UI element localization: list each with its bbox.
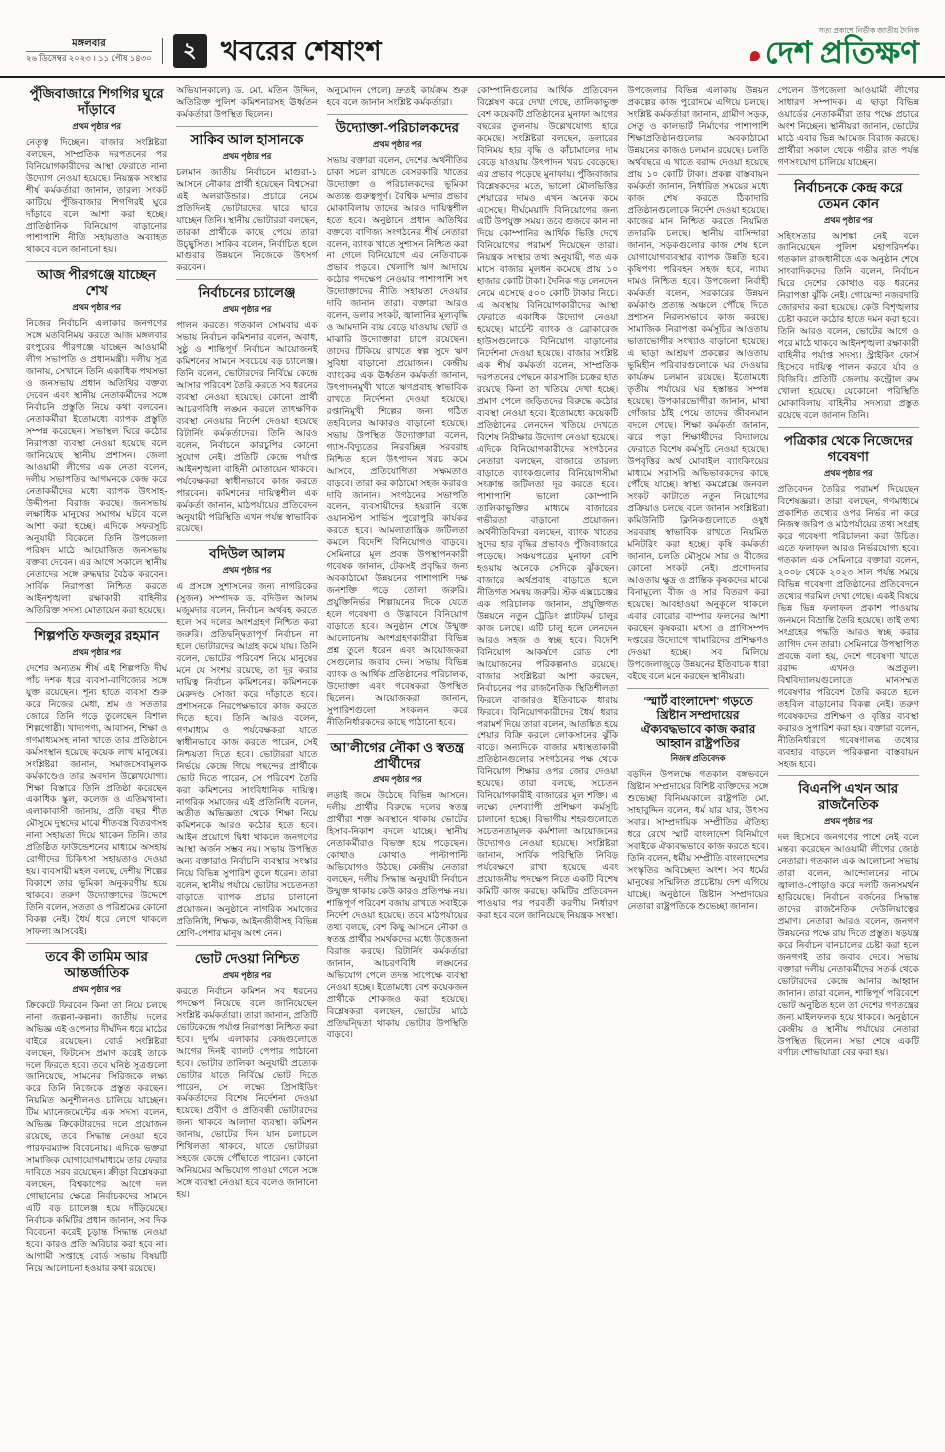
article-headline: আজ পীরগঞ্জে যাচ্ছেন শেখ: [37, 267, 157, 299]
article-body: এ প্রসঙ্গে সুশাসনের জন্য নাগরিকের (সুজন) সম্পাদক ড. বদিউল আলম মজুমদার বলেন, নির্বাচন অর্থবহ করতে হলে সব দলের অংশগ্রহণ নিশ্চিত করা জরুরি। প্রতিদ্বন্দ্বিতাপূর্ণ নির্বাচন না হলে ভোটারদের আগ্রহ কমে যায়। তিনি বলেন, ভোটের পরিবেশ নিয়ে মানুষের মনে যে সংশয় রয়েছে, তা দূর করার দায়িত্ব নির্বাচন কমিশনের। কমিশনকে মেরুদণ্ড সোজা করে দাঁড়াতে হবে। প্রশাসনকে নিরপেক্ষভাবে কাজ করতে দিতে হবে। তিনি আরও বলেন, গণমাধ্যম ও পর্যবেক্ষকরা যাতে স্বাধীনভাবে কাজ করতে পারেন, সেই নিশ্চয়তা দিতে হবে। ভোটাররা যাতে নির্ভয়ে কেন্দ্রে গিয়ে পছন্দের প্রার্থীকে ভোট দিতে পারেন, সে পরিবেশ তৈরি করা কমিশনের সাংবিধানিক দায়িত্ব। নাগরিক সমাজের এই প্রতিনিধি বলেন, অতীত অভিজ্ঞতা থেকে শিক্ষা নিয়ে কমিশনকে আরও কঠোর হতে হবে। আইন প্রয়োগে দ্বিধা থাকলে জনগণের আস্থা অর্জন সম্ভব নয়। সভায় উপস্থিত অন্য বক্তারাও নির্বাচনি ব্যবস্থার সংস্কার নিয়ে বিভিন্ন সুপারিশ তুলে ধরেন। তারা বলেন, স্থানীয় পর্যায়ে ভোটার সচেতনতা বাড়াতে ব্যাপক প্রচার চালানো প্রয়োজন। অনুষ্ঠানে নাগরিক সমাজের প্রতিনিধি, শিক্ষক, আইনজীবীসহ বিভিন্ন শ্রেণি-পেশার মানুষ অংশ নেন।: [176, 581, 318, 938]
paper-name: [750, 37, 919, 68]
article: [176, 540, 317, 940]
masthead-left: [26, 34, 750, 68]
article: [26, 261, 167, 617]
article-headline: উদ্যোক্তা-পরিচালকদের: [335, 119, 460, 135]
article: [26, 86, 167, 256]
column-3: [327, 85, 468, 1437]
article: [778, 775, 919, 1059]
article: [778, 427, 919, 771]
continued-from-kicker: প্রথম পৃষ্ঠার পর: [373, 139, 422, 149]
article: [176, 126, 317, 275]
article-body: উপজেলার বিভিন্ন এলাকায় উন্নয়ন প্রকল্পের কাজ পুরোদমে এগিয়ে চলছে। সংশ্লিষ্ট কর্মকর্তারা জানান, গ্রামীণ সড়ক, সেতু ও কালভার্ট নির্মাণের পাশাপাশি শিক্ষাপ্রতিষ্ঠানগুলোর অবকাঠামো উন্নয়নের কাজও চলমান রয়েছে। চলতি অর্থবছরে এ খাতে বরাদ্দ দেওয়া হয়েছে প্রায় ১০ কোটি টাকা। প্রকল্প বাস্তবায়ন কর্মকর্তা জানান, নির্ধারিত সময়ের মধ্যে কাজ শেষ করতে ঠিকাদারি প্রতিষ্ঠানগুলোকে নির্দেশ দেওয়া হয়েছে। কাজের মান নিশ্চিত করতে নিয়মিত তদারকি চলছে। স্থানীয় বাসিন্দারা জানান, সড়কগুলোর কাজ শেষ হলে যোগাযোগব্যবস্থার ব্যাপক উন্নতি হবে। কৃষিপণ্য পরিবহন সহজ হবে, ন্যায্য দামও নিশ্চিত হবে। উপজেলা নির্বাহী কর্মকর্তা বলেন, সরকারের উন্নয়ন কর্মকাণ্ড প্রত্যন্ত অঞ্চলে পৌঁছে দিতে প্রশাসন নিরলসভাবে কাজ করছে। সামাজিক নিরাপত্তা কর্মসূচির আওতায় ভাতাভোগীর সংখ্যাও বাড়ানো হয়েছে। এ ছাড়া আশ্রয়ণ প্রকল্পের আওতায় ভূমিহীন পরিবারগুলোকে ঘর দেওয়ার কার্যক্রম চলমান রয়েছে। ইতোমধ্যে তৃতীয় পর্যায়ের ঘর হস্তান্তর সম্পন্ন হয়েছে। উপকারভোগীরা জানান, মাথা গোঁজার ঠাঁই পেয়ে তাদের জীবনমান বদলে গেছে। শিক্ষা কর্মকর্তা জানান, ঝরে পড়া শিক্ষার্থীদের বিদ্যালয়ে ফেরাতে বিশেষ কর্মসূচি নেওয়া হয়েছে। উপবৃত্তির অর্থ মোবাইল ব্যাংকিংয়ের মাধ্যমে সরাসরি অভিভাবকদের কাছে পৌঁছে যাচ্ছে। স্বাস্থ্য কমপ্লেক্সে জনবল সংকট কাটাতে নতুন নিয়োগের প্রক্রিয়াও চলছে বলে জানান সংশ্লিষ্টরা। কমিউনিটি ক্লিনিকগুলোতে ওষুধ সরবরাহ স্বাভাবিক রাখতে নিয়মিত মনিটরিং করা হচ্ছে। কৃষি কর্মকর্তা জানান, চলতি মৌসুমে সার ও বীজের কোনো সংকট নেই। প্রণোদনার আওতায় ক্ষুদ্র ও প্রান্তিক কৃষকদের মাঝে বিনামূল্যে বীজ ও সার বিতরণ করা হয়েছে। আবহাওয়া অনুকূলে থাকলে এবার বোরোর বাম্পার ফলনের আশা করছেন কৃষকরা। মৎস্য ও প্রাণিসম্পদ দপ্তরের উদ্যোগে খামারিদের প্রশিক্ষণও দেওয়া হচ্ছে। সব মিলিয়ে উপজেলাজুড়ে উন্নয়নের ইতিবাচক ধারা বইছে বলে মনে করছেন স্থানীয়রা।: [627, 85, 769, 681]
article: [627, 688, 768, 913]
article-body: সহিংসতার আশঙ্কা নেই বলে জানিয়েছেন পুলিশ মহাপরিদর্শক। গতকাল রাজধানীতে এক অনুষ্ঠান শেষে সাংবাদিকদের তিনি বলেন, নির্বাচন ঘিরে দেশের কোথাও বড় ধরনের নিরাপত্তা ঝুঁকি নেই। গোয়েন্দা নজরদারি জোরদার করা হয়েছে। কেউ বিশৃঙ্খলার চেষ্টা করলে কঠোর হাতে দমন করা হবে। তিনি আরও বলেন, ভোটের আগে ও পরে মাঠে থাকবে আইনশৃঙ্খলা রক্ষাকারী বাহিনীর পর্যাপ্ত সদস্য। স্ট্রাইকিং ফোর্স হিসেবে দায়িত্ব পালন করবে র্যাব ও বিজিবি। প্রতিটি জেলায় কন্ট্রোল রুম খোলা হয়েছে। যেকোনো পরিস্থিতি মোকাবিলায় বাহিনীর সদস্যরা প্রস্তুত রয়েছে বলে জানান তিনি।: [777, 230, 919, 420]
article-headline: ভোট দেওয়া নিশ্চিত: [194, 950, 300, 966]
article-continuation: [778, 85, 919, 169]
continued-from-kicker: প্রথম পৃষ্ঠার পর: [72, 121, 121, 131]
article-body: নেতৃত্ব দিচ্ছেন। বাজার সংশ্লিষ্টরা বলছেন, সাম্প্রতিক দরপতনের পর বিনিয়োগকারীদের আস্থা ফেরাতে নানা উদ্যোগ নেওয়া হয়েছে। নিয়ন্ত্রক সংস্থার শীর্ষ কর্মকর্তারা জানান, তারল্য সংকট কাটিয়ে পুঁজিবাজার শিগগিরই ঘুরে দাঁড়াবে বলে আশা করা হচ্ছে। প্রাতিষ্ঠানিক বিনিয়োগ বাড়ানোর পাশাপাশি নীতি সহায়তাও অব্যাহত থাকবে বলে জানানো হয়।: [26, 136, 168, 255]
continued-from-kicker: প্রথম পৃষ্ঠার পর: [222, 970, 272, 980]
page-number-badge: ২: [173, 34, 207, 68]
article-body: করতে নির্বাচন কমিশন সব ধরনের পদক্ষেপ নিয়েছে বলে জানিয়েছেন সংশ্লিষ্ট কর্মকর্তারা। তারা জানান, প্রতিটি ভোটকেন্দ্রে পর্যাপ্ত নিরাপত্তা নিশ্চিত করা হবে। দুর্গম এলাকার কেন্দ্রগুলোতে আগের দিনই ব্যালট পেপার পাঠানো হবে। ভোটার তালিকা অনুযায়ী প্রত্যেক ভোটার যাতে নির্বিঘ্নে ভোট দিতে পারেন, সে লক্ষ্যে প্রিসাইডিং কর্মকর্তাদের বিশেষ নির্দেশনা দেওয়া হয়েছে। প্রবীণ ও প্রতিবন্ধী ভোটারদের জন্য থাকবে আলাদা ব্যবস্থা। কমিশন জানায়, ভোটের দিন যান চলাচলে শিথিলতা থাকবে, যাতে ভোটাররা সহজে কেন্দ্রে পৌঁছাতে পারেন। কোনো অনিয়মের অভিযোগ পাওয়া গেলে সঙ্গে সঙ্গে ব্যবস্থা নেওয়া হবে বলেও জানানো হয়।: [176, 985, 318, 1200]
continued-from-kicker: প্রথম পৃষ্ঠার পর: [373, 775, 422, 785]
continued-from-kicker: প্রথম পৃষ্ঠার পর: [824, 468, 873, 478]
paper-name-text: দেশ প্রতিক্ষণ: [764, 35, 919, 70]
continued-from-kicker: প্রথম পৃষ্ঠার পর: [72, 647, 121, 657]
article-headline: বিএনপি এখন আর রাজনৈতিক: [798, 781, 899, 813]
article-body: অনুমোদন পেলে) দ্রুতই কার্যক্রম শুরু হবে বলে জানান সংশ্লিষ্ট কর্মকর্তারা।: [326, 85, 468, 107]
article-headline: শিল্পপতি ফজলুর রহমান: [34, 628, 160, 644]
article-body: প্রতিবেদন তৈরির পরামর্শ দিয়েছেন বিশেষজ্ঞরা। তারা বলছেন, গণমাধ্যমে প্রকাশিত তথ্যের ওপর নির্ভর না করে নিজস্ব জরিপ ও মাঠপর্যায়ের তথ্য সংগ্রহ করে গবেষণা পরিচালনা করা উচিত। এতে ফলাফল আরও নির্ভরযোগ্য হবে। গতকাল এক সেমিনারে বক্তারা বলেন, ২০০৮ থেকে ২০২৩ সাল পর্যন্ত সময়ে বিভিন্ন গবেষণা প্রতিষ্ঠানের প্রতিবেদনে তথ্যের গরমিল দেখা গেছে। একই বিষয়ে ভিন্ন ভিন্ন ফলাফল প্রকাশ পাওয়ায় জনমনে বিভ্রান্তি তৈরি হয়েছে। তাই তথ্য সংগ্রহের পদ্ধতি আরও স্বচ্ছ করার তাগিদ দেন তারা। সেমিনারে উপস্থাপিত প্রবন্ধে বলা হয়, দেশে গবেষণা খাতে বরাদ্দ এখনও অপ্রতুল। বিশ্ববিদ্যালয়গুলোতে মানসম্মত গবেষণার পরিবেশ তৈরি করতে হলে তহবিল বাড়ানোর বিকল্প নেই। তরুণ গবেষকদের প্রশিক্ষণ ও বৃত্তির ব্যবস্থা করারও সুপারিশ করা হয়। বক্তারা বলেন, নীতিনির্ধারণে গবেষণালব্ধ তথ্যের ব্যবহার বাড়লে পরিকল্পনা বাস্তবায়ন সহজ হবে।: [777, 483, 919, 769]
column-1: [26, 85, 167, 1437]
article: [176, 945, 317, 1201]
date-block: [26, 38, 163, 64]
article-continuation: [176, 85, 317, 121]
column-5: [627, 85, 768, 1437]
article-headline: তবে কী তামিম আর আন্তর্জাতিক: [45, 948, 148, 980]
continued-from-kicker: প্রথম পৃষ্ঠার পর: [72, 984, 121, 994]
continued-from-kicker: প্রথম পৃষ্ঠার পর: [222, 566, 272, 576]
article-body: কোম্পানিগুলোর আর্থিক প্রতিবেদন বিশ্লেষণ করে দেখা গেছে, তালিকাভুক্ত বেশ কয়েকটি প্রতিষ্ঠানের মুনাফা আগের বছরের তুলনায় উল্লেখযোগ্য হারে কমেছে। সংশ্লিষ্টরা বলছেন, ডলারের বিনিময় হার বৃদ্ধি ও কাঁচামালের দাম বেড়ে যাওয়ায় উৎপাদন খরচ বেড়েছে। এর প্রভাব পড়েছে মুনাফায়। পুঁজিবাজার বিশ্লেষকদের মতে, ভালো মৌলভিত্তির শেয়ারের দামও এখন অনেক কমে এসেছে। দীর্ঘমেয়াদি বিনিয়োগের জন্য এটি উপযুক্ত সময়। তবে গুজবে কান না দিয়ে কোম্পানির আর্থিক ভিত্তি দেখে বিনিয়োগের পরামর্শ দিয়েছেন তারা। নিয়ন্ত্রক সংস্থার তথ্য অনুযায়ী, গত এক মাসে বাজার মূলধন কমেছে প্রায় ১০ হাজার কোটি টাকা। দৈনিক গড় লেনদেন নেমে এসেছে ৫০০ কোটি টাকার নিচে। এ অবস্থায় বিনিয়োগকারীদের আস্থা ফেরাতে একাধিক উদ্যোগ নেওয়া হয়েছে। মার্চেন্ট ব্যাংক ও ব্রোকারেজ হাউসগুলোকে বিনিয়োগ বাড়ানোর নির্দেশনা দেওয়া হয়েছে। বাজার সংশ্লিষ্ট এক শীর্ষ কর্মকর্তা বলেন, সাম্প্রতিক দরপতনের পেছনে কারসাজি চক্রের হাত রয়েছে কিনা তা খতিয়ে দেখা হচ্ছে। প্রমাণ পেলে জড়িতদের বিরুদ্ধে কঠোর ব্যবস্থা নেওয়া হবে। ইতোমধ্যে কয়েকটি প্রতিষ্ঠানের লেনদেন খতিয়ে দেখতে বিশেষ নিরীক্ষার উদ্যোগ নেওয়া হয়েছে। এদিকে বিনিয়োগকারীদের সংগঠনের নেতারা বলছেন, বাজারে তারল্য বাড়াতে ব্যাংকগুলোর বিনিয়োগসীমা সংক্রান্ত জটিলতা দূর করতে হবে। পাশাপাশি ভালো কোম্পানি তালিকাভুক্তির মাধ্যমে বাজারের গভীরতা বাড়ানো প্রয়োজন। অর্থনীতিবিদরা বলছেন, ব্যাংক খাতের সুদের হার বৃদ্ধির প্রভাবও পুঁজিবাজারে পড়েছে। সঞ্চয়পত্রের মুনাফা বেশি হওয়ায় অনেকে সেদিকে ঝুঁকছেন। বাজারে অর্থপ্রবাহ বাড়াতে হলে নীতিগত সমন্বয় জরুরি। স্টক এক্সচেঞ্জের এক পরিচালক জানান, প্রযুক্তিগত উন্নয়নে নতুন ট্রেডিং প্ল্যাটফর্ম চালুর কাজ চলছে। এটি চালু হলে লেনদেন আরও সহজ ও স্বচ্ছ হবে। বিদেশি বিনিয়োগ আকর্ষণে রোড শো আয়োজনের পরিকল্পনাও রয়েছে। বাজার সংশ্লিষ্টরা আশা করছেন, নির্বাচনের পর রাজনৈতিক স্থিতিশীলতা ফিরলে বাজারও ইতিবাচক ধারায় ফিরবে। বিনিয়োগকারীদের ধৈর্য ধরার পরামর্শ দিয়ে তারা বলেন, আতঙ্কিত হয়ে শেয়ার বিক্রি করলে লোকসানের ঝুঁকি বাড়ে। অন্যদিকে বাজার মধ্যস্থতাকারী প্রতিষ্ঠানগুলোর সংগঠনের পক্ষ থেকে বিনিয়োগ শিক্ষার ওপর জোর দেওয়া হয়েছে। তারা বলছে, সচেতন বিনিয়োগকারীই বাজারের মূল শক্তি। এ লক্ষ্যে দেশব্যাপী প্রশিক্ষণ কর্মসূচি চালানো হচ্ছে। বিভাগীয় শহরগুলোতে সচেতনতামূলক কর্মশালা আয়োজনের উদ্যোগও নেওয়া হয়েছে। সংশ্লিষ্টরা জানান, সার্বিক পরিস্থিতি নিবিড় পর্যবেক্ষণে রাখা হয়েছে এবং প্রয়োজনীয় পদক্ষেপ নিতে একটি বিশেষ কমিটি কাজ করছে। কমিটির প্রতিবেদন পাওয়ার পর পরবর্তী করণীয় নির্ধারণ করা হবে বলে জানিয়েছে নিয়ন্ত্রক সংস্থা।: [476, 85, 619, 920]
article-body: নিজের নির্বাচনি এলাকার জনগণের সঙ্গে মতবিনিময় করতে আজ মঙ্গলবার রংপুরের পীরগঞ্জে যাচ্ছেন আওয়ামী লীগ সভাপতি ও প্রধানমন্ত্রী। দলীয় সূত্র জানায়, সেখানে তিনি একাধিক পথসভা ও জনসভায় প্রধান অতিথির বক্তব্য দেবেন এবং স্থানীয় নেতাকর্মীদের সঙ্গে নির্বাচনি প্রস্তুতি নিয়ে কথা বলবেন। নেতাকর্মীরা ইতোমধ্যে ব্যাপক প্রস্তুতি সম্পন্ন করেছেন। সভাস্থল ঘিরে কঠোর নিরাপত্তা ব্যবস্থা নেওয়া হয়েছে বলে জানিয়েছে স্থানীয় প্রশাসন। জেলা আওয়ামী লীগের এক নেতা বলেন, দলীয় সভাপতির আগমনকে কেন্দ্র করে নেতাকর্মীদের মধ্যে ব্যাপক উৎসাহ-উদ্দীপনা বিরাজ করছে। জনসভায় লক্ষাধিক মানুষের সমাগম ঘটবে বলে আশা করা হচ্ছে। এদিকে সফরসূচি অনুযায়ী বিকেলে তিনি উপজেলা পরিষদ মাঠে আয়োজিত জনসভায় বক্তব্য দেবেন। এর আগে সকালে স্থানীয় নেতাদের সঙ্গে রুদ্ধদ্বার বৈঠক করবেন। সার্বিক নিরাপত্তা নিশ্চিত করতে আইনশৃঙ্খলা রক্ষাকারী বাহিনীর অতিরিক্ত সদস্য মোতায়েন করা হয়েছে।: [26, 318, 168, 616]
article: [176, 279, 317, 535]
date-line: ২৬ ডিসেম্বর ২০২৩ । ১১ পৌষ ১৪৩০: [26, 53, 152, 64]
article-headline: নির্বাচনের চ্যালেঞ্জ: [198, 285, 296, 301]
logo-mark-icon: [750, 51, 760, 61]
article: [327, 734, 468, 1042]
article-body: সভায় বক্তারা বলেন, দেশের অর্থনীতির চাকা সচল রাখতে বেসরকারি খাতের উদ্যোক্তা ও পরিচালকদের ভূমিকা অত্যন্ত গুরুত্বপূর্ণ। বৈশ্বিক মন্দার প্রভাব মোকাবিলায় তাদের আরও দায়িত্বশীল হতে হবে। অনুষ্ঠানে প্রধান অতিথির বক্তব্যে বাণিজ্য সংগঠনের শীর্ষ নেতারা বলেন, ব্যাংক খাতে সুশাসন নিশ্চিত করা না গেলে বিনিয়োগে এর নেতিবাচক প্রভাব পড়বে। খেলাপি ঋণ আদায়ে কঠোর পদক্ষেপ নেওয়ার পাশাপাশি সৎ উদ্যোক্তাদের নীতি সহায়তা দেওয়ার দাবি জানান তারা। বক্তারা আরও বলেন, ডলার সংকট, জ্বালানির মূল্যবৃদ্ধি ও আমদানি ব্যয় বেড়ে যাওয়ায় ছোট ও মাঝারি উদ্যোক্তারা চাপে রয়েছেন। তাদের টিকিয়ে রাখতে স্বল্প সুদে ঋণ সুবিধা বাড়ানো প্রয়োজন। কেন্দ্রীয় ব্যাংকের এক ঊর্ধ্বতন কর্মকর্তা জানান, উৎপাদনমুখী খাতে ঋণপ্রবাহ স্বাভাবিক রাখতে নির্দেশনা দেওয়া হয়েছে। রপ্তানিমুখী শিল্পের জন্য গঠিত তহবিলের আকারও বাড়ানো হয়েছে। সভায় উপস্থিত উদ্যোক্তারা বলেন, গ্যাস-বিদ্যুতের নিরবচ্ছিন্ন সরবরাহ নিশ্চিত হলে উৎপাদন খরচ কমে আসবে, প্রতিযোগিতা সক্ষমতাও বাড়বে। তারা কর কাঠামো সহজ করারও দাবি জানান। সংগঠনের সভাপতি বলেন, ব্যবসায়ীদের হয়রানি বন্ধে ওয়ানস্টপ সার্ভিস পুরোপুরি কার্যকর করতে হবে। আমলাতান্ত্রিক জটিলতা কমলে বিদেশি বিনিয়োগও বাড়বে। সেমিনারে মূল প্রবন্ধ উপস্থাপনকারী গবেষক জানান, টেকসই প্রবৃদ্ধির জন্য অবকাঠামো উন্নয়নের পাশাপাশি দক্ষ জনশক্তি গড়ে তোলা জরুরি। প্রযুক্তিনির্ভর শিল্পায়নের দিকে যেতে হলে গবেষণা ও উদ্ভাবনে বিনিয়োগ বাড়াতে হবে। অনুষ্ঠান শেষে উন্মুক্ত আলোচনায় অংশগ্রহণকারীরা বিভিন্ন প্রশ্ন তুলে ধরেন এবং আয়োজকরা সেগুলোর জবাব দেন। সভায় বিভিন্ন ব্যাংক ও আর্থিক প্রতিষ্ঠানের পরিচালক, উদ্যোক্তা এবং গবেষকরা উপস্থিত ছিলেন। আয়োজকরা জানান, সুপারিশগুলো সংকলন করে নীতিনির্ধারকদের কাছে পাঠানো হবে।: [326, 154, 468, 727]
article-body: ক্রিকেটে ফিরবেন কিনা তা নিয়ে চলছে নানা জল্পনা-কল্পনা। জাতীয় দলের অভিজ্ঞ এই ওপেনার দীর্ঘদিন ধরে মাঠের বাইরে রয়েছেন। বোর্ড সংশ্লিষ্টরা বলছেন, ফিটনেস প্রমাণ করেই তাকে দলে ফিরতে হবে। তবে ঘনিষ্ঠ সূত্রগুলো জানিয়েছে, সামনের সিরিজকে লক্ষ্য করে তিনি নিজেকে প্রস্তুত করছেন। নিয়মিত অনুশীলনও চালিয়ে যাচ্ছেন। টিম ম্যানেজমেন্টের এক সদস্য বলেন, অভিজ্ঞ ক্রিকেটারদের দলে প্রয়োজন রয়েছে, তবে সিদ্ধান্ত নেওয়া হবে পারফরম্যান্স বিবেচনায়। এদিকে ভক্তরা সামাজিক যোগাযোগমাধ্যমে তার ফেরার দাবিতে সরব রয়েছেন। ক্রীড়া বিশ্লেষকরা বলছেন, বিশ্বকাপের আগে দল গোছানোর ক্ষেত্রে নির্বাচকদের সামনে এটি বড় চ্যালেঞ্জ হয়ে দাঁড়িয়েছে। নির্বাচক কমিটির প্রধান জানান, সব দিক বিবেচনা করেই চূড়ান্ত সিদ্ধান্ত নেওয়া হবে। কারও প্রতি অবিচার করা হবে না। আগামী সপ্তাহে বোর্ড সভায় বিষয়টি নিয়ে আলোচনা হওয়ার কথা রয়েছে।: [26, 999, 168, 1273]
article-byline: নিজস্ব প্রতিবেদক: [670, 754, 726, 764]
article-headline: আ'লীগের নৌকা ও স্বতন্ত্র প্রার্থীদের: [330, 739, 465, 771]
article-continuation: [477, 85, 618, 922]
article-body: পেলেন উপজেলা আওয়ামী লীগের সাধারণ সম্পাদক। এ ছাড়া বিভিন্ন ওয়ার্ডের নেতাকর্মীরা তার পক্ষে প্রচারে অংশ নিচ্ছেন। স্থানীয়রা জানান, ভোটের মাঠে এবার ভিন্ন আমেজ বিরাজ করছে। প্রার্থীরা সকাল থেকে গভীর রাত পর্যন্ত গণসংযোগ চালিয়ে যাচ্ছেন।: [777, 85, 919, 167]
masthead: [0, 0, 945, 78]
article: [26, 622, 167, 938]
continued-from-kicker: প্রথম পৃষ্ঠার পর: [824, 817, 873, 827]
section-title: খবরের শেষাংশ: [220, 35, 383, 66]
column-6: [778, 85, 919, 1437]
continued-from-kicker: প্রথম পৃষ্ঠার পর: [824, 215, 873, 225]
article-body: লড়াই জমে উঠেছে বিভিন্ন আসনে। দলীয় প্রার্থীর বিরুদ্ধে দলের স্বতন্ত্র প্রার্থীরা শক্ত অবস্থানে থাকায় ভোটের হিসাব-নিকাশ বদলে যাচ্ছে। স্থানীয় নেতাকর্মীরাও বিভক্ত হয়ে পড়েছেন। কোথাও কোথাও পাল্টাপাল্টি অভিযোগও উঠছে। কেন্দ্রীয় নেতারা বলছেন, দলীয় সিদ্ধান্ত অনুযায়ী নির্বাচন উন্মুক্ত থাকায় কেউ কারও প্রতিপক্ষ নয়। শান্তিপূর্ণ পরিবেশ বজায় রাখতে সবাইকে নির্দেশ দেওয়া হয়েছে। তবে মাঠপর্যায়ের তথ্য বলছে, বেশ কিছু আসনে নৌকা ও স্বতন্ত্র প্রার্থীর সমর্থকদের মধ্যে উত্তেজনা বিরাজ করছে। রিটার্নিং কর্মকর্তারা জানান, আচরণবিধি লঙ্ঘনের অভিযোগ পেলে তদন্ত সাপেক্ষে ব্যবস্থা নেওয়া হচ্ছে। ইতোমধ্যে বেশ কয়েকজন প্রার্থীকে শোকজও করা হয়েছে। বিশ্লেষকরা বলছেন, ভোটের মাঠে প্রতিদ্বন্দ্বিতা থাকায় ভোটার উপস্থিতি বাড়বে।: [326, 790, 468, 1040]
article: [26, 943, 167, 1275]
article-body: দল হিসেবে জনগণের পাশে নেই বলে মন্তব্য করেছেন আওয়ামী লীগের জ্যেষ্ঠ নেতারা। গতকাল এক আলোচনা সভায় তারা বলেন, আন্দোলনের নামে জ্বালাও-পোড়াও করে দলটি জনসমর্থন হারিয়েছে। নির্বাচন বর্জনের সিদ্ধান্ত তাদের রাজনৈতিক দেউলিয়াত্বের প্রমাণ। নেতারা আরও বলেন, জনগণ উন্নয়নের পক্ষে রায় দিতে প্রস্তুত। ষড়যন্ত্র করে নির্বাচন বানচালের চেষ্টা করা হলে জনগণই তার জবাব দেবে। সভায় বক্তারা দলীয় নেতাকর্মীদের সতর্ক থেকে ভোটারদের কেন্দ্রে আনার আহ্বান জানান। তারা বলেন, শান্তিপূর্ণ পরিবেশে ভোট অনুষ্ঠিত হলে তা দেশের গণতন্ত্রের জন্য মাইলফলক হয়ে থাকবে। অনুষ্ঠানে কেন্দ্রীয় ও স্থানীয় পর্যায়ের নেতারা উপস্থিত ছিলেন। সভা শেষে একটি বর্ণাঢ্য শোভাযাত্রা বের করা হয়।: [777, 832, 919, 1058]
article-headline: পত্রিকার থেকে নিজেদের গবেষণা: [783, 432, 913, 464]
articles-grid: [0, 78, 945, 1447]
continued-from-kicker: প্রথম পৃষ্ঠার পর: [72, 303, 121, 313]
article-body: চলমান জাতীয় নির্বাচনে মাগুরা-১ আসনে নৌকার প্রার্থী হয়েছেন বিশ্বসেরা এই অলরাউন্ডার। প্রচারে নেমে প্রতিদিনই ভোটারদের দ্বারে দ্বারে যাচ্ছেন তিনি। স্থানীয় ভোটাররা বলছেন, তারকা প্রার্থীকে কাছে পেয়ে তারা উচ্ছ্বসিত। সাকিব বলেন, নির্বাচিত হলে মাগুরার উন্নয়নে নিজেকে উৎসর্গ করবেন।: [176, 166, 318, 273]
article: [778, 174, 919, 422]
article: [327, 114, 468, 729]
continued-from-kicker: প্রথম পৃষ্ঠার পর: [222, 305, 272, 315]
article-body: অভিযানকালে) ড. মো. মতিন উদ্দিন, অতিরিক্ত পুলিশ কমিশনারসহ ঊর্ধ্বতন কর্মকর্তারা উপস্থিত ছিলেন।: [176, 85, 318, 119]
article-body: বড়দিন উপলক্ষে গতকাল বঙ্গভবনে খ্রিষ্টান সম্প্রদায়ের বিশিষ্ট ব্যক্তিদের সঙ্গে শুভেচ্ছা বিনিময়কালে রাষ্ট্রপতি মো. সাহাবুদ্দিন বলেন, ধর্ম যার যার, উৎসব সবার। সাম্প্রদায়িক সম্প্রীতির ঐতিহ্য ধরে রেখে স্মার্ট বাংলাদেশ বিনির্মাণে সবাইকে ঐক্যবদ্ধভাবে কাজ করতে হবে। তিনি বলেন, ধর্মীয় সম্প্রীতি বাংলাদেশের সংস্কৃতির অবিচ্ছেদ্য অংশ। সব ধর্মের মানুষের সম্মিলিত প্রচেষ্টায় দেশ এগিয়ে যাচ্ছে। অনুষ্ঠানে খ্রিষ্টান সম্প্রদায়ের নেতারা রাষ্ট্রপতিকে শুভেচ্ছা জানান।: [627, 769, 769, 911]
article-headline: পুঁজিবাজারে শিগগির ঘুরে দাঁড়াবে: [29, 86, 164, 117]
continued-from-kicker: প্রথম পৃষ্ঠার পর: [222, 151, 272, 161]
column-2: [176, 85, 317, 1437]
article-headline: বদিউল আলম: [209, 546, 285, 562]
article-headline: 'স্মার্ট বাংলাদেশ' গড়তে খ্রিষ্টান সম্প্রদায়ের ঐক্যবদ্ধভাবে কাজ করার আহ্বান রাষ্ট্রপতির: [640, 693, 756, 751]
article-headline: নির্বাচনকে কেন্দ্র করে তেমন কোন: [794, 179, 903, 211]
article-headline: সাকিব আল হাসানকে: [190, 131, 304, 147]
article-continuation: [627, 85, 768, 683]
paper-tagline: সত্য প্রকাশে নির্ভীক জাতীয় দৈনিক: [818, 25, 919, 35]
paper-logo: [750, 27, 919, 68]
article-body: পালন করতে। গতকাল সোমবার এক সভায় নির্বাচন কমিশনার বলেন, অবাধ, সুষ্ঠু ও শান্তিপূর্ণ নির্বাচন আয়োজনই কমিশনের সামনে সবচেয়ে বড় চ্যালেঞ্জ। তিনি বলেন, ভোটারদের নির্বিঘ্নে কেন্দ্রে আসার পরিবেশ তৈরি করতে সব ধরনের ব্যবস্থা নেওয়া হয়েছে। কোনো প্রার্থী আচরণবিধি লঙ্ঘন করলে তাৎক্ষণিক ব্যবস্থা নেওয়ার নির্দেশ দেওয়া হয়েছে রিটার্নিং কর্মকর্তাদের। তিনি আরও বলেন, নির্বাচনে কারচুপির কোনো সুযোগ নেই। প্রতিটি কেন্দ্রে পর্যাপ্ত আইনশৃঙ্খলা বাহিনী মোতায়েন থাকবে। পর্যবেক্ষকরা স্বাধীনভাবে কাজ করতে পারবেন। কমিশনের দায়িত্বশীল এক কর্মকর্তা জানান, মাঠপর্যায়ের প্রতিবেদন অনুযায়ী পরিস্থিতি এখন পর্যন্ত স্বাভাবিক রয়েছে।: [176, 320, 318, 534]
article-continuation: [327, 85, 468, 109]
day-label: মঙ্গলবার: [26, 38, 152, 53]
article-body: দেশের অন্যতম শীর্ষ এই শিল্পপতি দীর্ঘ পাঁচ দশক ধরে ব্যবসা-বাণিজ্যের সঙ্গে যুক্ত রয়েছেন। শূন্য হাতে ব্যবসা শুরু করে নিজের মেধা, শ্রম ও সততার জোরে তিনি গড়ে তুলেছেন বিশাল শিল্পগোষ্ঠী। খাদ্যপণ্য, আবাসন, শিক্ষা ও গণমাধ্যমসহ নানা খাতে তার প্রতিষ্ঠানে কর্মসংস্থান হয়েছে কয়েক লাখ মানুষের। সংশ্লিষ্টরা জানান, সমাজসেবামূলক কর্মকাণ্ডেও তার অবদান উল্লেখযোগ্য। শিক্ষা বিস্তারে তিনি প্রতিষ্ঠা করেছেন একাধিক স্কুল, কলেজ ও এতিমখানা। এলাকাবাসী জানায়, প্রতি বছর শীত মৌসুমে দুস্থদের মাঝে শীতবস্ত্র বিতরণসহ নানা সহায়তা দিয়ে থাকেন তিনি। তার প্রতিষ্ঠিত ফাউন্ডেশনের মাধ্যমে অসহায় রোগীদের চিকিৎসা সহায়তাও দেওয়া হয়। ব্যবসায়ী মহল বলছে, দেশীয় শিল্পের বিকাশে তার ভূমিকা অনুকরণীয় হয়ে থাকবে। তরুণ উদ্যোক্তাদের উদ্দেশে তিনি বলেন, সততা ও পরিশ্রমের কোনো বিকল্প নেই। ধৈর্য ধরে লেগে থাকলে সাফল্য আসবেই।: [26, 662, 168, 936]
column-4: [477, 85, 618, 1437]
